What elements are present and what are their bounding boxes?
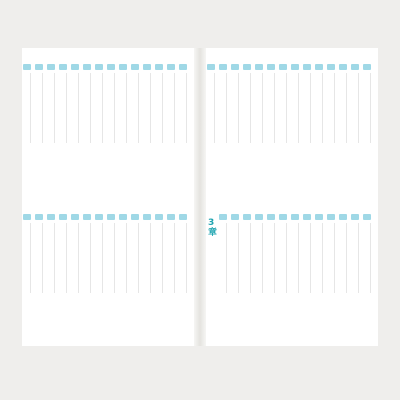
entry-title	[131, 223, 139, 319]
entry-label-tag	[23, 64, 31, 70]
toc-entry	[218, 64, 228, 188]
entry-title	[267, 223, 275, 319]
toc-entry	[230, 64, 240, 188]
entry-title	[219, 73, 227, 169]
entry-title	[167, 73, 175, 169]
entry-title	[243, 223, 251, 319]
toc-entry	[242, 214, 252, 338]
toc-entry	[326, 214, 336, 338]
entry-label-tag	[83, 64, 91, 70]
toc-entry	[254, 64, 264, 188]
entry-label-tag	[351, 214, 359, 220]
entry-title	[155, 73, 163, 169]
toc-entry	[338, 214, 348, 338]
entry-label-tag	[95, 214, 103, 220]
toc-entry	[118, 64, 128, 188]
entry-label-tag	[107, 64, 115, 70]
entry-label-tag	[143, 214, 151, 220]
toc-entry	[130, 214, 140, 338]
entry-title	[131, 73, 139, 169]
entry-title	[95, 223, 103, 319]
entry-label-tag	[83, 214, 91, 220]
entry-label-tag	[47, 214, 55, 220]
toc-entry	[290, 214, 300, 338]
entry-label-tag	[131, 214, 139, 220]
entry-label-tag	[219, 214, 227, 220]
left-bottom-band	[22, 214, 194, 338]
entry-label-tag	[255, 64, 263, 70]
toc-entry	[166, 214, 176, 338]
toc-entry	[302, 64, 312, 188]
entry-title	[315, 223, 323, 319]
entry-title	[279, 223, 287, 319]
toc-entry	[70, 64, 80, 188]
toc-entry	[290, 64, 300, 188]
toc-entry	[302, 214, 312, 338]
toc-entry	[178, 64, 188, 188]
entry-title	[23, 73, 31, 169]
toc-entry	[338, 64, 348, 188]
entry-label-tag	[47, 64, 55, 70]
entry-label-tag	[279, 214, 287, 220]
toc-entry	[130, 64, 140, 188]
entry-title	[47, 73, 55, 169]
entry-title	[83, 223, 91, 319]
toc-entry	[106, 64, 116, 188]
toc-entry	[254, 214, 264, 338]
toc-entry	[314, 64, 324, 188]
toc-entry	[82, 214, 92, 338]
toc-entry	[230, 214, 240, 338]
toc-entry	[94, 214, 104, 338]
toc-entry	[46, 64, 56, 188]
entry-title	[267, 73, 275, 169]
entry-title	[219, 223, 227, 319]
left-page	[22, 48, 194, 346]
toc-entry	[58, 214, 68, 338]
entry-label-tag	[315, 64, 323, 70]
entry-title	[83, 73, 91, 169]
entry-label-tag	[303, 214, 311, 220]
entry-label-tag	[107, 214, 115, 220]
entry-label-tag	[71, 214, 79, 220]
entry-title	[339, 73, 347, 169]
entry-title	[143, 73, 151, 169]
entry-title	[95, 73, 103, 169]
entry-title	[107, 223, 115, 319]
toc-entry	[34, 214, 44, 338]
toc-entry	[106, 214, 116, 338]
entry-title	[327, 223, 335, 319]
toc-entry	[94, 64, 104, 188]
toc-entry	[362, 64, 372, 188]
toc-entry	[242, 64, 252, 188]
entry-label-tag	[315, 214, 323, 220]
entry-label-tag	[351, 64, 359, 70]
entry-title	[303, 223, 311, 319]
toc-entry	[278, 214, 288, 338]
toc-entry	[266, 214, 276, 338]
entry-title	[179, 223, 187, 319]
entry-label-tag	[207, 64, 215, 70]
toc-entry	[142, 64, 152, 188]
entry-label-tag	[119, 214, 127, 220]
entry-label-tag	[95, 64, 103, 70]
entry-title	[279, 73, 287, 169]
right-bottom-band	[206, 214, 378, 338]
toc-entry	[22, 214, 32, 338]
entry-title	[339, 223, 347, 319]
entry-title	[207, 73, 215, 169]
toc-entry	[58, 64, 68, 188]
entry-title	[255, 73, 263, 169]
entry-title	[179, 73, 187, 169]
entry-label-tag	[143, 64, 151, 70]
toc-entry	[154, 64, 164, 188]
toc-entry	[22, 64, 32, 188]
toc-entry	[206, 64, 216, 188]
entry-title	[363, 223, 371, 319]
entry-title	[23, 223, 31, 319]
entry-title	[255, 223, 263, 319]
toc-entry	[154, 214, 164, 338]
toc-entry	[70, 214, 80, 338]
entry-label-tag	[59, 214, 67, 220]
entry-title	[59, 73, 67, 169]
entry-title	[71, 223, 79, 319]
toc-entry	[350, 64, 360, 188]
toc-entry	[178, 214, 188, 338]
entry-title	[47, 223, 55, 319]
entry-label-tag	[219, 64, 227, 70]
entry-title	[291, 223, 299, 319]
toc-entry	[362, 214, 372, 338]
left-top-band	[22, 64, 194, 188]
entry-label-tag	[339, 214, 347, 220]
book-gutter	[194, 48, 206, 346]
entry-label-tag	[363, 64, 371, 70]
entry-label-tag	[71, 64, 79, 70]
entry-label-tag	[291, 214, 299, 220]
entry-title	[291, 73, 299, 169]
toc-entry	[326, 64, 336, 188]
toc-entry	[118, 214, 128, 338]
toc-entry	[278, 64, 288, 188]
entry-label-tag	[59, 64, 67, 70]
entry-label-tag	[255, 214, 263, 220]
entry-title	[351, 73, 359, 169]
toc-entry	[350, 214, 360, 338]
toc-entry	[82, 64, 92, 188]
entry-title	[143, 223, 151, 319]
entry-label-tag	[23, 214, 31, 220]
entry-title	[35, 223, 43, 319]
right-page	[206, 48, 378, 346]
entry-label-tag	[155, 64, 163, 70]
entry-title	[119, 73, 127, 169]
entry-label-tag	[291, 64, 299, 70]
entry-label-tag	[303, 64, 311, 70]
entry-label-tag	[119, 64, 127, 70]
entry-label-tag	[35, 214, 43, 220]
toc-entry	[314, 214, 324, 338]
entry-label-tag	[179, 214, 187, 220]
entry-label-tag	[231, 214, 239, 220]
entry-label-tag	[267, 214, 275, 220]
entry-label-tag	[167, 64, 175, 70]
toc-entry	[166, 64, 176, 188]
entry-label-tag	[243, 214, 251, 220]
entry-label-tag	[339, 64, 347, 70]
chapter-number: 3 章	[208, 218, 218, 238]
toc-entry	[266, 64, 276, 188]
entry-title	[231, 73, 239, 169]
entry-title	[351, 223, 359, 319]
toc-entry	[46, 214, 56, 338]
entry-label-tag	[231, 64, 239, 70]
entry-label-tag	[167, 214, 175, 220]
entry-label-tag	[35, 64, 43, 70]
toc-entry	[218, 214, 228, 338]
entry-label-tag	[327, 64, 335, 70]
entry-label-tag	[155, 214, 163, 220]
toc-entry	[142, 214, 152, 338]
entry-title	[303, 73, 311, 169]
entry-title	[155, 223, 163, 319]
entry-title	[327, 73, 335, 169]
entry-title	[243, 73, 251, 169]
entry-label-tag	[363, 214, 371, 220]
right-top-band	[206, 64, 378, 188]
entry-title	[119, 223, 127, 319]
entry-title	[167, 223, 175, 319]
entry-label-tag	[327, 214, 335, 220]
entry-label-tag	[131, 64, 139, 70]
entry-label-tag	[279, 64, 287, 70]
entry-title	[315, 73, 323, 169]
entry-title	[71, 73, 79, 169]
entry-title	[59, 223, 67, 319]
entry-title	[363, 73, 371, 169]
entry-title	[107, 73, 115, 169]
entry-label-tag	[243, 64, 251, 70]
entry-title	[231, 223, 239, 319]
entry-label-tag	[267, 64, 275, 70]
entry-label-tag	[179, 64, 187, 70]
toc-entry	[34, 64, 44, 188]
entry-title	[35, 73, 43, 169]
